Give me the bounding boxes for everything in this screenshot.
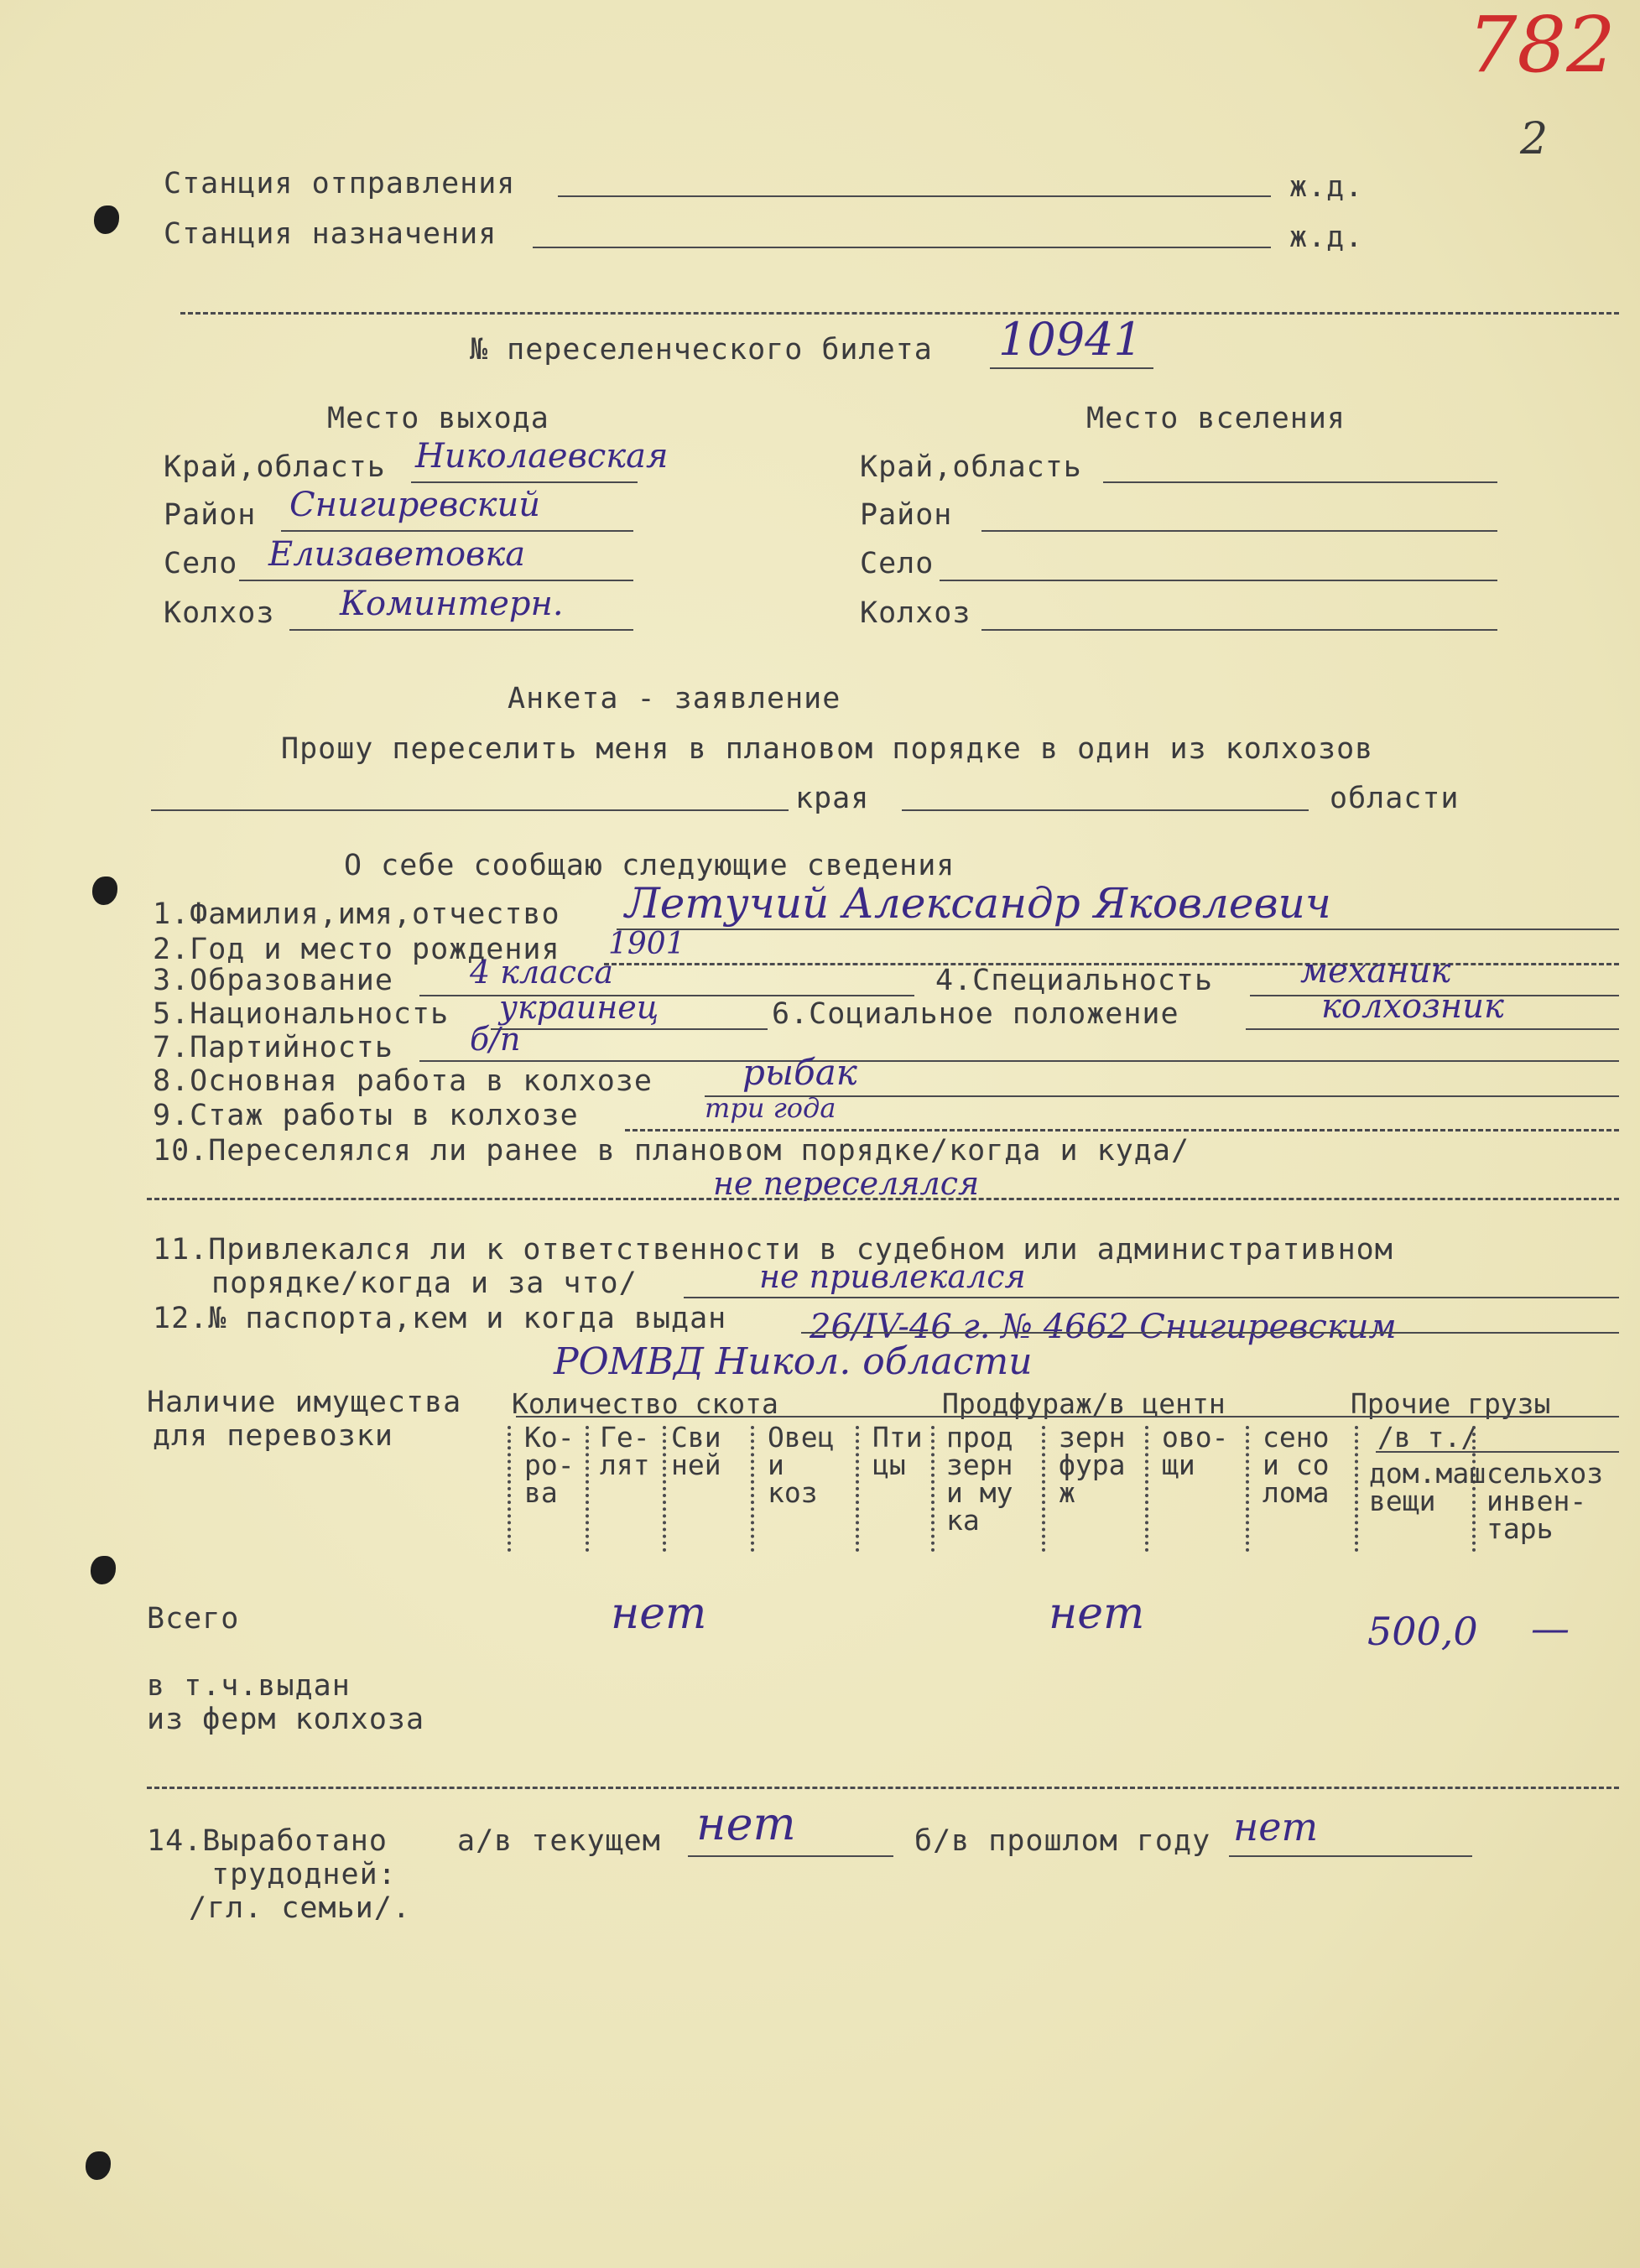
archive-folio-number: 782 [1468,0,1616,90]
field-3-value: 4 класса [470,954,614,991]
field-4-label: 4.Специальность [935,964,1214,997]
field-7-line [419,1060,1619,1062]
field-1-label: 1.Фамилия,имя,отчество [153,897,560,931]
field-4-value: механик [1300,952,1451,991]
col-household: дом.маш вещи [1369,1457,1486,1517]
workdays-current-value: нет [696,1797,796,1850]
destination-region-line [1103,481,1497,483]
column-separator [508,1426,511,1552]
col-cattle: Ко- ро- ва [524,1421,575,1509]
destination-district-label: Район [860,498,953,532]
application-request: Прошу переселить меня в плановом порядке в один из колхозов [281,732,1374,766]
field-12-label: 12.№ паспорта,кем и когда выдан [153,1302,727,1335]
application-title: Анкета - заявление [508,682,841,715]
group-other-label: Прочие грузы [1351,1387,1551,1420]
binder-hole [91,1556,116,1584]
oblast-line [902,809,1309,811]
field-7-value: б/п [470,1021,521,1058]
origin-village-value: Елизаветовка [268,535,526,574]
column-separator [751,1426,754,1552]
origin-district-label: Район [164,498,257,532]
station-arrival-line [533,247,1271,248]
station-departure-label: Станция отправления [164,167,516,200]
destination-title: Место вселения [1086,402,1346,435]
col-pigs: Сви ней [671,1421,721,1481]
total-label: Всего [147,1602,240,1636]
origin-kolkhoz-line [289,629,633,631]
field-6-label: 6.Социальное положение [772,997,1179,1031]
kray-line [151,809,789,811]
origin-village-label: Село [164,547,238,580]
field-5-line [491,1028,768,1030]
col-vegetables: ово- щи [1162,1421,1229,1481]
destination-village-line [940,580,1497,581]
separator-line [180,312,1619,315]
total-livestock-value: нет [611,1589,707,1639]
field-2-label: 2.Год и место рождения [153,933,560,966]
field-9-line [625,1129,1619,1131]
property-header-line1: Наличие имущества [147,1386,462,1419]
field-10-value: не переселялся [713,1165,980,1202]
total-farm-value: — [1531,1605,1570,1651]
page-number: 2 [1520,114,1549,164]
group-livestock-label: Количество скота [512,1387,778,1420]
oblast-label: области [1330,782,1460,815]
field-11-label-line1: 11.Привлекался ли к ответственности в судебном или административном [153,1233,1393,1267]
origin-kolkhoz-value: Коминтерн. [340,585,564,623]
destination-kolkhoz-label: Колхоз [860,596,971,630]
workdays-previous-value: нет [1233,1804,1319,1849]
field-11-value: не привлекался [759,1258,1026,1295]
kray-label: края [795,782,870,815]
origin-village-line [239,580,633,581]
field-10-label: 10.Переселялся ли ранее в плановом порядке/когда и куда/ [153,1134,1190,1168]
col-sheep-goats: Овец и коз [768,1421,835,1509]
workdays-current-label: а/в текущем [457,1824,661,1858]
origin-region-line [411,481,638,483]
workdays-label-line2: трудодней: [211,1858,397,1891]
field-5-value: украинец [499,989,659,1026]
property-header-line2: для перевозки [153,1419,393,1453]
workdays-previous-line [1229,1855,1472,1857]
destination-region-label: Край,область [860,450,1082,484]
origin-region-value: Николаевская [415,437,669,476]
field-8-line [705,1095,1619,1097]
field-12-value-line2: РОМВД Никол. области [554,1340,1033,1383]
destination-district-line [981,530,1497,532]
field-1-value: Летучий Александр Яковлевич [625,879,1331,928]
column-separator [1246,1426,1249,1552]
workdays-label-line3: /гл. семьи/. [189,1891,411,1925]
field-8-value: рыбак [742,1052,857,1093]
workdays-current-line [688,1855,893,1857]
origin-district-value: Снигиревский [289,486,541,524]
destination-kolkhoz-line [981,629,1497,631]
binder-hole [92,877,117,905]
column-separator [1355,1426,1358,1552]
col-calves: Ге- лят [600,1421,650,1481]
field-11-label-line2: порядке/когда и за что/ [211,1267,638,1300]
total-household-value: 500,0 [1367,1609,1478,1654]
workdays-previous-label: б/в прошлом году [914,1824,1211,1858]
issued-label-line2: из ферм колхоза [147,1703,425,1736]
destination-village-label: Село [860,547,935,580]
column-separator [1145,1426,1148,1552]
station-arrival-label: Станция назначения [164,217,497,251]
issued-label-line1: в т.ч.выдан [147,1669,351,1703]
railway-abbr: ж.д. [1289,221,1364,254]
column-separator [931,1426,935,1552]
group-other-rule [1376,1451,1619,1453]
field-7-label: 7.Партийность [153,1031,393,1064]
field-3-label: 3.Образование [153,964,393,997]
field-6-value: колхозник [1321,987,1504,1026]
binder-hole [94,205,119,234]
column-separator [1042,1426,1045,1552]
field-10-line [147,1198,1619,1200]
origin-kolkhoz-label: Колхоз [164,596,275,630]
field-11-line [684,1297,1619,1298]
field-3-line [419,995,914,996]
field-12-line [801,1332,1619,1334]
field-6-line [1246,1028,1619,1030]
separator-line [147,1787,1619,1789]
railway-abbr: ж.д. [1289,170,1364,204]
origin-region-label: Край,область [164,450,386,484]
col-food-grain: прод зерн и му ка [946,1421,1013,1537]
column-separator [663,1426,666,1552]
field-2-value: 1901 [608,927,685,961]
binder-hole [86,2151,111,2180]
application-intro: О себе сообщаю следующие сведения [344,849,955,882]
station-departure-line [558,195,1271,197]
group-other-unit: /в т./ [1377,1421,1478,1454]
origin-district-line [281,530,633,532]
column-separator [586,1426,589,1552]
origin-title: Место выхода [327,402,549,435]
field-9-value: три года [705,1092,836,1124]
column-separator [856,1426,859,1552]
ticket-number: 10941 [998,313,1143,366]
field-8-label: 8.Основная работа в колхозе [153,1064,653,1098]
table-header-rule [516,1416,1619,1418]
field-9-label: 9.Стаж работы в колхозе [153,1099,579,1132]
total-forage-value: нет [1049,1589,1145,1639]
group-forage-label: Продфураж/в центн [942,1387,1226,1420]
ticket-label: № переселенческого билета [470,333,933,367]
col-hay-straw: сено и со лома [1263,1421,1330,1509]
field-5-label: 5.Национальность [153,997,450,1031]
col-poultry: Пти цы [872,1421,923,1481]
col-farm-inventory: сельхоз инвен- тарь [1486,1457,1604,1545]
field-12-value-line1: 26/IV-46 г. № 4662 Снигиревским [810,1308,1397,1346]
ticket-line [990,367,1153,369]
col-forage-grain: зерн фура ж [1059,1421,1126,1509]
workdays-label-line1: 14.Выработано [147,1824,388,1858]
field-1-line [617,929,1619,930]
